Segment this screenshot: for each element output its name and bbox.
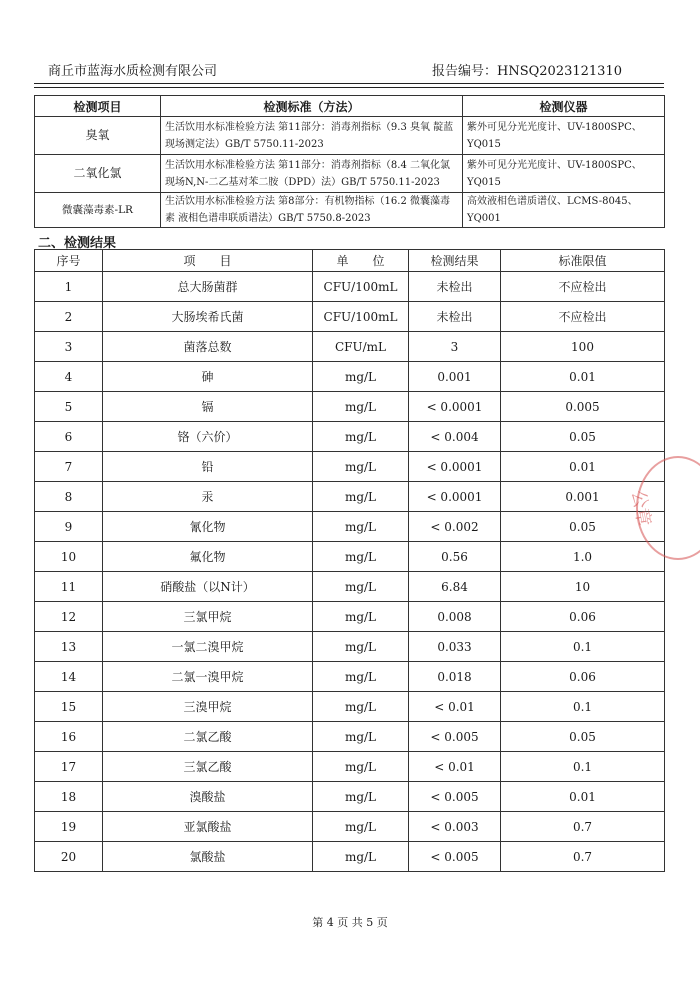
header-cell: 单 位	[313, 250, 409, 272]
table-row	[35, 155, 665, 193]
test-result: < 0.0001	[409, 452, 501, 482]
company-name: 商丘市蓝海水质检测有限公司	[48, 64, 218, 79]
results-body	[35, 272, 665, 872]
standard-limit: 0.06	[501, 602, 665, 632]
standard-limit: 0.05	[501, 512, 665, 542]
row-number: 19	[35, 812, 103, 842]
table-row	[35, 422, 665, 452]
test-item: 氰化物	[103, 512, 313, 542]
row-number: 13	[35, 632, 103, 662]
standard-limit: 不应检出	[501, 272, 665, 302]
table-row	[35, 117, 665, 155]
header-cell: 检测仪器	[463, 96, 665, 117]
table-row	[35, 572, 665, 602]
standard-limit: 0.05	[501, 422, 665, 452]
standard-limit: 0.01	[501, 782, 665, 812]
table-row	[35, 662, 665, 692]
unit: mg/L	[313, 722, 409, 752]
table-row	[35, 193, 665, 228]
page-number: 第 4 页 共 5 页	[312, 916, 388, 929]
standards-table	[34, 95, 665, 228]
header-cell: 检测结果	[409, 250, 501, 272]
unit: mg/L	[313, 542, 409, 572]
test-result: 0.001	[409, 362, 501, 392]
unit: CFU/100mL	[313, 272, 409, 302]
test-result: 0.018	[409, 662, 501, 692]
row-number: 8	[35, 482, 103, 512]
table-row	[35, 452, 665, 482]
unit: mg/L	[313, 752, 409, 782]
standard-limit: 0.001	[501, 482, 665, 512]
test-item: 三溴甲烷	[103, 692, 313, 722]
row-number: 6	[35, 422, 103, 452]
test-method: 生活饮用水标准检验方法 第8部分：有机物指标（16.2 微囊藻毒素 液相色谱串联质谱法）GB/T 5750.8-2023	[161, 193, 463, 228]
test-instrument: 高效液相色谱质谱仪、LCMS-8045、YQ001	[463, 193, 665, 228]
header-divider-thin	[34, 87, 664, 88]
row-number: 5	[35, 392, 103, 422]
table-row	[35, 482, 665, 512]
table-row	[35, 272, 665, 302]
unit: mg/L	[313, 452, 409, 482]
test-result: < 0.005	[409, 722, 501, 752]
row-number: 17	[35, 752, 103, 782]
standard-limit: 0.05	[501, 722, 665, 752]
test-result: < 0.003	[409, 812, 501, 842]
test-item: 二氯一溴甲烷	[103, 662, 313, 692]
test-result: 3	[409, 332, 501, 362]
test-item: 溴酸盐	[103, 782, 313, 812]
seal-text: 公章	[627, 488, 655, 528]
standard-limit: 100	[501, 332, 665, 362]
standard-limit: 0.7	[501, 842, 665, 872]
test-item: 三氯乙酸	[103, 752, 313, 782]
unit: mg/L	[313, 392, 409, 422]
header-cell: 序号	[35, 250, 103, 272]
table-row	[35, 692, 665, 722]
row-number: 18	[35, 782, 103, 812]
test-item: 二氧化氯	[35, 155, 161, 193]
test-item: 汞	[103, 482, 313, 512]
test-result: < 0.01	[409, 752, 501, 782]
test-item: 微囊藻毒素-LR	[35, 193, 161, 228]
test-item: 铅	[103, 452, 313, 482]
unit: mg/L	[313, 602, 409, 632]
test-item: 二氯乙酸	[103, 722, 313, 752]
row-number: 9	[35, 512, 103, 542]
test-result: 0.008	[409, 602, 501, 632]
test-result: < 0.002	[409, 512, 501, 542]
standard-limit: 0.01	[501, 362, 665, 392]
standard-limit: 0.005	[501, 392, 665, 422]
unit: mg/L	[313, 842, 409, 872]
test-result: < 0.0001	[409, 392, 501, 422]
table-row	[35, 302, 665, 332]
unit: mg/L	[313, 362, 409, 392]
header-divider	[34, 83, 664, 84]
test-result: < 0.01	[409, 692, 501, 722]
standard-limit: 0.7	[501, 812, 665, 842]
test-item: 总大肠菌群	[103, 272, 313, 302]
test-result: 6.84	[409, 572, 501, 602]
table-row	[35, 512, 665, 542]
test-result: < 0.004	[409, 422, 501, 452]
test-item: 硝酸盐（以N计）	[103, 572, 313, 602]
table-row	[35, 752, 665, 782]
test-result: 未检出	[409, 272, 501, 302]
table-row	[35, 542, 665, 572]
standard-limit: 0.06	[501, 662, 665, 692]
row-number: 11	[35, 572, 103, 602]
test-item: 亚氯酸盐	[103, 812, 313, 842]
table-row	[35, 362, 665, 392]
unit: mg/L	[313, 662, 409, 692]
table-row	[35, 332, 665, 362]
test-item: 镉	[103, 392, 313, 422]
report-number: 报告编号：HNSQ2023121310	[432, 64, 622, 79]
results-header-row	[35, 250, 665, 272]
results-table	[34, 249, 665, 872]
standards-header-row	[35, 96, 665, 117]
test-item: 一氯二溴甲烷	[103, 632, 313, 662]
unit: CFU/mL	[313, 332, 409, 362]
standard-limit: 0.1	[501, 752, 665, 782]
test-result: 0.56	[409, 542, 501, 572]
row-number: 3	[35, 332, 103, 362]
test-item: 砷	[103, 362, 313, 392]
row-number: 14	[35, 662, 103, 692]
row-number: 16	[35, 722, 103, 752]
test-result: < 0.005	[409, 782, 501, 812]
section-title: 二、检测结果	[38, 236, 117, 251]
header-cell: 检测项目	[35, 96, 161, 117]
test-item: 氟化物	[103, 542, 313, 572]
test-instrument: 紫外可见分光光度计、UV-1800SPC、YQ015	[463, 155, 665, 193]
test-method: 生活饮用水标准检验方法 第11部分：消毒剂指标（8.4 二氧化氯 现场N,N-二乙基对苯二胺（DPD）法）GB/T 5750.11-2023	[161, 155, 463, 193]
test-method: 生活饮用水标准检验方法 第11部分：消毒剂指标（9.3 臭氧 靛蓝现场测定法）GB/T 5750.11-2023	[161, 117, 463, 155]
row-number: 2	[35, 302, 103, 332]
table-row	[35, 602, 665, 632]
row-number: 15	[35, 692, 103, 722]
test-result: < 0.0001	[409, 482, 501, 512]
row-number: 12	[35, 602, 103, 632]
header-cell: 检测标准（方法）	[161, 96, 463, 117]
standard-limit: 0.01	[501, 452, 665, 482]
test-item: 菌落总数	[103, 332, 313, 362]
unit: mg/L	[313, 512, 409, 542]
unit: mg/L	[313, 422, 409, 452]
header-cell: 项 目	[103, 250, 313, 272]
table-row	[35, 842, 665, 872]
unit: mg/L	[313, 572, 409, 602]
row-number: 4	[35, 362, 103, 392]
header-cell: 标准限值	[501, 250, 665, 272]
test-result: 0.033	[409, 632, 501, 662]
table-row	[35, 392, 665, 422]
standard-limit: 10	[501, 572, 665, 602]
test-result: 未检出	[409, 302, 501, 332]
test-item: 铬（六价）	[103, 422, 313, 452]
standard-limit: 不应检出	[501, 302, 665, 332]
table-row	[35, 782, 665, 812]
test-instrument: 紫外可见分光光度计、UV-1800SPC、YQ015	[463, 117, 665, 155]
unit: mg/L	[313, 482, 409, 512]
test-item: 大肠埃希氏菌	[103, 302, 313, 332]
standard-limit: 0.1	[501, 692, 665, 722]
unit: CFU/100mL	[313, 302, 409, 332]
test-item: 氯酸盐	[103, 842, 313, 872]
unit: mg/L	[313, 812, 409, 842]
unit: mg/L	[313, 692, 409, 722]
row-number: 20	[35, 842, 103, 872]
standard-limit: 0.1	[501, 632, 665, 662]
test-item: 三氯甲烷	[103, 602, 313, 632]
row-number: 7	[35, 452, 103, 482]
test-result: < 0.005	[409, 842, 501, 872]
table-row	[35, 812, 665, 842]
row-number: 1	[35, 272, 103, 302]
test-item: 臭氧	[35, 117, 161, 155]
unit: mg/L	[313, 782, 409, 812]
row-number: 10	[35, 542, 103, 572]
table-row	[35, 722, 665, 752]
table-row	[35, 632, 665, 662]
unit: mg/L	[313, 632, 409, 662]
standard-limit: 1.0	[501, 542, 665, 572]
